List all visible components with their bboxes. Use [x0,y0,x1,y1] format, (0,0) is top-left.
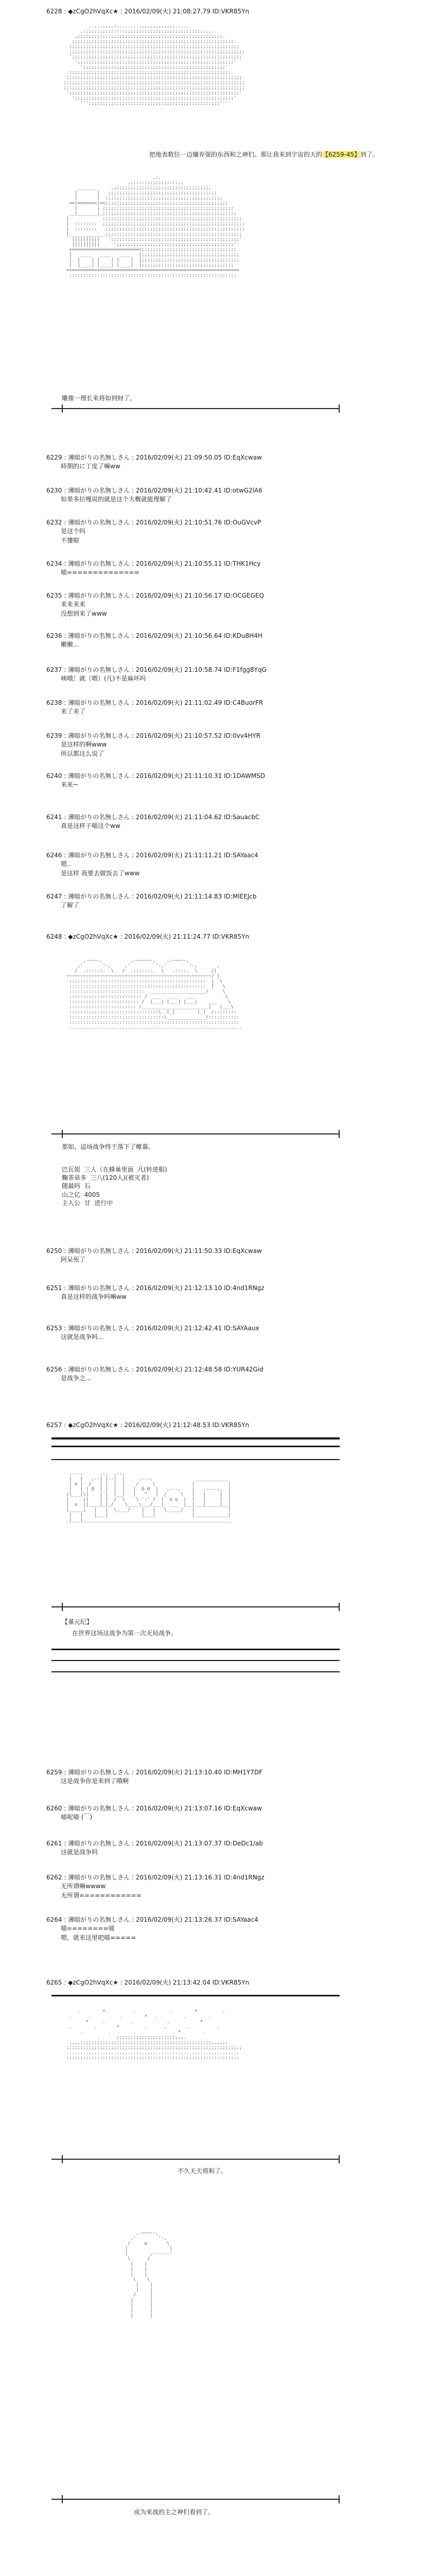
ascii-art-3: ,-~~~-, ,-~~~~~-, ,-~~~~-, ,' '-, ,' '-,' '-, , / .::::::. \ / .:::::::. \ .::::. \ /| ~~~~~~~~~~~~~~~~~~~~~~~~~~~~~~~~~~~~~~~~~~~~~~~~~~~~/ | ::::::::::::::::::::::::::::::::::::::::::::::::: | \ ::::::::::::::::::::::::::::::::::::::::::::::::: | \ ::::::::::::::::::::::::::: ____________________/ \ :::::::::::::::::::::::::: / ___ ___ ___ \ ::::::::::::::::::::::::: / |___| |___| |___| ___ \ :::::::::::::::::::::::: /________________________| |___\ ::::::::::::::::::::::::::::::::\ (_) (_) /:::::::: ::::::::::::::::::::::::::::::::::\______________/::::::::::: ::::::::::::::::::::::::::::::::::::::::::::::::::::::::::::: .............................................................. [66,958,242,1030]
ascii-art-4: ,---, ,-, ,--, | | ,--| |--| | ,---, ____________ | o | / | | | | / \ | | | | | O |_| | | | O O | ,---, | ,-----, | /|___|\| | | |__| | ^ | / \ | | | | | || | | / \ \ '-' / | o o | | | | | | o ||____|_|_/ \____\___/___| ___ |__|___|_____|__| |_____| | | \____/ | | \_____/ | | | | |___| |___| |____________| _|___|_____________________________________________________ [66,1471,231,1523]
post-6248: 6248 : ◆zCgO2hVqXc★ : 2016/02/09(火) 21:11:24.77 ID:VKR85Yn [46,933,250,940]
section-title: 【暴元纪】 [62,1618,93,1625]
post-6250: 6250 : 薄暗がりの名無しさん : 2016/02/09(火) 21:11:50.33 ID:EqXcwaw 阿呆死了 [46,1247,262,1264]
post-6259: 6259 : 薄暗がりの名無しさん : 2016/02/09(火) 21:13:10.40 ID:MH1Y7DF 这是战争你是来到了哦啊 [46,1769,262,1785]
divider-bar [51,1671,340,1672]
divider-bar [51,1437,340,1439]
post-6262: 6262 : 薄暗がりの名無しさん : 2016/02/09(火) 21:13:16.31 ID:4nd1RNgz 无所谓嘛wwww 无所谓============ [46,1874,265,1899]
post-6241: 6241 : 薄暗がりの名無しさん : 2016/02/09(火) 21:11:04.62 ID:SauacbC 真是这样子喵这个ww [46,814,260,830]
story-line: 把地表数位一边嫌弃强的东西和之神们。那让我来到宇宙的天的【6259-45】到了。 [149,151,379,158]
ascii-art-6: ,-~~~~-, ,' '-, / o \ | | | ,------' \ / | | | | | | \ \ | | | | / | | | | | | | | | [125,2231,172,2318]
divider-bar [51,1459,340,1460]
post-6239: 6239 : 薄暗がりの名無しさん : 2016/02/09(火) 21:10:57.52 ID:0vv4HYR 是这样的啊www 所以都这么说了 [46,732,261,757]
post-6253: 6253 : 薄暗がりの名無しさん : 2016/02/09(火) 21:12:42.41 ID:SAYAaux 这就是战争吗... [46,1325,259,1341]
story-caption: 雕像一理长来将如到财了。 [62,395,136,402]
divider-bar [51,1649,340,1650]
post-6251: 6251 : 薄暗がりの名無しさん : 2016/02/09(火) 21:12:13.10 ID:4nd1RNgz 真是这样的战争吗嘛ww [46,1284,265,1301]
post-6257: 6257 : ◆zCgO2hVqXc★ : 2016/02/09(火) 21:12:48.53 ID:VKR85Yn [46,1421,250,1429]
post-6256: 6256 : 薄暗がりの名無しさん : 2016/02/09(火) 21:12:48.58 ID:YUR42Gid 是战争之... [46,1366,263,1382]
ascii-art-2: .:. ,,:::::;;;;;;;::::,, _______ ,;;;;;;;;;;;;;;;;;;;;;;;;;;;;;;;;;;, | | ;;;;;;;;;;;;;;;;;;;;;;;;;;;;;;;;;;;;;;; | | ;;;;;;;;;;;;;;;;;;;;;;;;;;;;;;;;;;;;;;;;;; ==|=======|==;;;;;;;;;;;;;;;;;;;;;;;;;;;;;;;;;;;;;;;;;;;; | | ;;;;;;;;;;;;;;;;;;;;;;;;;;;;;;;;;;;;;;;;;;;;;;; __|_______|_;;;;;;;;;;;;;;;;;;;;;;;;;;;;;;;;;;;;;;;;;;;;;;;; | ;;;;;;;;;;;;;;;;;;;;;;;;;;;;;;;;;;;;;;;;;;;;;;;;;; | :::::::: ;;;;;;;;;;;;;;;;;;;;;;;;;;;;;;;;;;;;;;;;;;;;;;;;;;; | :::::::: ;;;;;;;;;;;;;;;;;;;;;;;;;;;;;;;;;;;;;;;;;;;;;;;;;; |_____________;;;;;;;;;;;;;;;;;;;;;;;;;;;;;;;;;;;;;;;;;;;;;;;;; |||||||||| ';;;;;;;;;;;;;;;;;;;;;;;;;;;;;;;;;;;;;;;;;;;;;;' |||||||||| ';;;;;;;;;;;;;;;;;;;;;;;;;;;;;;;;;;;;;;;;;;' ==========================;;;;;;;;;;;;;;;;;;;;;;;;;;;;;;;;;; | ____ ____ ____ |;;;;;;;;;;;;;;;;;;;;;;;;;;;;;;;;;;; | | | | | | | |;;;;;;;;;;;;;;;;;;;;;;;;;;;;;;;;;;; | |____| |____| |____| |;;;;;;;;;;;;;;;;;;;;;;;;;;;;;;;;; ============================================================== :::::::::::::::::::::::::::::::::::::::::::::::::::::::::::: [66,175,245,278]
ascii-art-1: ..,..,,,,:.........,,,,,,,,,,,,..... ,:;;;;;;;;;:::::;;;;;;;;;;;;;;;;;;;;;;;;;;;,,,,. ,;;;;;;;;;;;;;;;;;;;;;;;;;;;;;;;;;;;;;;;;;;;;;;;;;;;;. ;;;;;;;;;;;;;;;;;;;;;;;;;;;;;;;;;;;;;;;;;;;;;;;;;;;;;;;;;;. ;;;;;;;;;;;;;;;;;;;;;;;;;;;;;;;;;;;;;;;;;;;;;;;;;;;;;;;;;;;;; ;;;;;;;;;;;;;;;;;;;;;;;;;;;;;;;;;;;;;;;;;;;;;;;;;;;;;;;;;;;;;;; ';;;;;;;;;;;;;;;;;;;;;;;;;;;;;;;;;;;;;;;;;;;;;;;;;;;;;;;;;;;;; ';;;;;;;;;;;;;;;;;;;;;;;;;;;;;;;;;;;;;;;;;;;;;;;;;;;;;;;;' ';;;;;;;;;;;;;;;;;;;;;;;;;;;;;;;;;;;;;;;;;;;;;;;;;;;' ;;;;;;;;;;;;;;;;;;;;;;;;;;;;;;;;;;;;;;;;;;;;;;;;;;;;;;;;;; ;;;;;;;;;;;;;;;;;;;;;;;;;;;;;;;;;;;;;;;;;;;;;;;;;;;;;;;;;;;;;;; ;;;;;;;;;;;;;;;;;;;;;;;;;;;;;;;;;;;;;;;;;;;;;;;;;;;;;;;;;;;;;;;;; ;;;;;;;;;;;;;;;;;;;;;;;;;;;;;;;;;;;;;;;;;;;;;;;;;;;;;;;;;;;;;;;;; ';;;;;;;;;;;;;;;;;;;;;;;;;;;;;;;;;;;;;;;;;;;;;;;;;;;;;;;;;;;;;' ';;;;;;;;;;;;;;;;;;;;;;;;;;;;;;;;;;;;;;;;;;;;;;;;;;;;;;;;;' ''';;;;;;;;;;;;;;;;;;;;;;;;;;;;;;;;;;;;;;;;;;;;;;;''' [63,24,245,106]
post-6229: 6229 : 薄暗がりの名無しさん : 2016/02/09(火) 21:09:50.05 ID:EqXcwaw 時期的に丁度了嘛ww [46,454,262,470]
post-6260: 6260 : 薄暗がりの名無しさん : 2016/02/09(火) 21:13:07.16 ID:EqXcwaw 喵呢喵 (￣) [46,1805,262,1821]
ascii-art-5: . * . . * . . . . * . . . * . . . * . . * . . . . . . . * . . ;;;;;;;;;;;;;;;;;;;;;,,,. ,,,,;;;;;;;;;;;;;;;;;;;;;;;;;;;;;;;;;;;;;;;;;;;;;;;,,,,,, ;;;;;;;;;;;;;;;;;;;;;;;;;;;;;;;;;;;;;;;;;;;;;;;;;;;;;;;;;;;;;;; .............................................................. :::::::::::::::::::::::::::::::::::::::::::::::::::::::::::::: [66,2009,242,2061]
post-6228 [46,7,381,16]
post-6237: 6237 : 薄暗がりの名無しさん : 2016/02/09(火) 21:10:58.74 ID:F1fgg8YqG 咦哦！就（喂）(凡)不是麻坏吗 [46,666,267,683]
post-6240: 6240 : 薄暗がりの名無しさん : 2016/02/09(火) 21:11:10.31 ID:1DAWMSD 来来~ [46,772,266,789]
story-line: 在世界这场这战争为第一次无局战争。 [72,1630,178,1637]
divider-bar [51,1446,340,1447]
post-6232: 6232 : 薄暗がりの名無しさん : 2016/02/09(火) 21:10:51.76 ID:OuGVcvP 是这个吗 不懂啦 [46,519,261,544]
post-header: 6228 : ◆zCgO2hVqXc★ : 2016/02/09(火) 21:08:27.79 ID:VKR85Yn [46,8,250,15]
post-6238: 6238 : 薄暗がりの名無しさん : 2016/02/09(火) 21:11:02.49 ID:C4BuorFR 来了来了 [46,699,263,716]
post-6265: 6265 : ◆zCgO2hVqXc★ : 2016/02/09(火) 21:13:42.04 ID:VKR85Yn [46,1979,250,1986]
post-6235: 6235 : 薄暗がりの名無しさん : 2016/02/09(火) 21:10:56.17 ID:OCGEGEQ 来来来来 没想到来了www [46,592,264,617]
post-6236: 6236 : 薄暗がりの名無しさん : 2016/02/09(火) 21:10:56.64 ID:KDu8H4H 嫩嫩... [46,632,262,649]
divider-rule [51,408,340,409]
post-6261: 6261 : 薄暗がりの名無しさん : 2016/02/09(火) 21:13:07.37 ID:DeDc1/ab 这就是战争吗 [46,1840,263,1856]
post-6264: 6264 : 薄暗がりの名無しさん : 2016/02/09(火) 21:13:26.37 ID:SAYaac4 喵========喵 嗯，就来这里吧喵===== [46,1916,258,1941]
story-caption: 成为来战的主之神们看到了。 [134,2509,215,2516]
post-6246: 6246 : 薄暗がりの名無しさん : 2016/02/09(火) 21:11:11.21 ID:SAYaac4 嗯.. 是这样 我要去做饭去了www [46,852,258,877]
story-caption: 那如，這场战争终于落下了帷幕。 [62,1143,155,1150]
post-6230: 6230 : 薄暗がりの名無しさん : 2016/02/09(火) 21:10:42.41 ID:otwG2lA6 如果多拉嘎说的就是这个大概就能理解了 [46,487,262,503]
story-caption: 不久天天将和了。 [178,2167,227,2175]
divider-bar [51,1995,340,1996]
post-6234: 6234 : 薄暗がりの名無しさん : 2016/02/09(火) 21:10:55.11 ID:THK1Hcy 喵============== [46,560,261,577]
casualty-list: 巴瓦姐 三人（在蜂巢里面 凡(转进船) 鞠茶泉多 三八(120人)(被灭者) 随最吗 石 山之亿 4005 主人公 甘 进行中 [62,1166,167,1207]
divider-rule [51,1606,340,1607]
post-6247: 6247 : 薄暗がりの名無しさん : 2016/02/09(火) 21:11:14.83 ID:MlEEJcb 了解了 [46,893,257,909]
divider-rule [51,1133,340,1134]
divider-bar [51,1660,340,1661]
divider-rule [51,2499,340,2500]
divider-rule [51,2159,340,2160]
